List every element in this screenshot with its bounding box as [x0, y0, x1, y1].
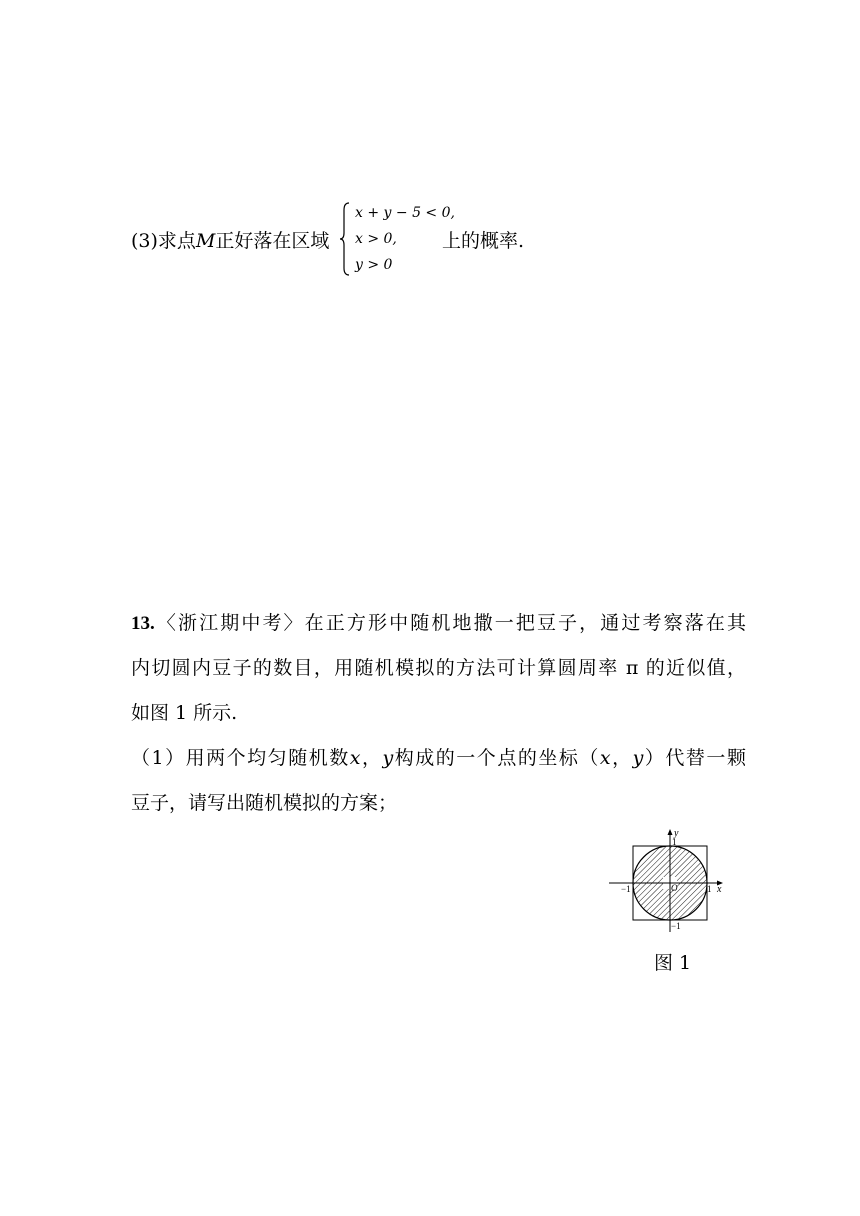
question-13: [131, 601, 746, 826]
question-13-line-1: [131, 601, 746, 646]
question-13-part-1-line: [131, 736, 746, 781]
inequality-3: y > 0: [355, 257, 393, 273]
tick-label-x-positive: 1: [707, 884, 712, 894]
tick-label-x-negative: −1: [621, 884, 631, 894]
variable-m: M: [195, 230, 216, 252]
question-13-text-1: 〈浙江期中考〉在正方形中随机地撒一把豆子，通过考察落在其: [154, 612, 746, 634]
comma: ，: [610, 747, 633, 769]
question-3-tail: 上的概率.: [442, 230, 525, 252]
tick-label-y-positive: 1: [672, 837, 677, 847]
question-13-line-5: 豆子，请写出随机模拟的方案；: [131, 792, 398, 814]
origin-label: O: [671, 883, 678, 893]
y-axis-arrow-icon: [668, 829, 673, 835]
question-number: 13.: [131, 613, 155, 634]
question-3-prefix: (3)求点: [131, 230, 196, 252]
tick-label-y-negative: −1: [671, 921, 681, 931]
question-13-line-3: 如图 1 所示.: [131, 702, 238, 724]
variable-y: y: [382, 747, 394, 769]
question-3-lead: [131, 226, 329, 253]
comma: ，: [360, 747, 383, 769]
inequality-1: x + y − 5 < 0,: [355, 205, 455, 221]
figure-1: [607, 826, 735, 936]
question-13-line-2: 内切圆内豆子的数目，用随机模拟的方法可计算圆周率 π 的近似值，: [131, 657, 746, 679]
inequality-system: [355, 200, 455, 278]
part-1-text-c: ）代替一颗: [643, 747, 746, 769]
axis-y-label: y: [674, 828, 679, 839]
system-brace: [339, 200, 351, 278]
question-3-suffix: 正好落在区域: [215, 230, 330, 252]
part-1-text-a: （1）用两个均匀随机数: [131, 747, 350, 769]
variable-y: y: [632, 747, 644, 769]
axis-x-label: x: [717, 884, 722, 895]
part-1-text-b: 构成的一个点的坐标（: [393, 747, 600, 769]
inequality-2: x > 0,: [355, 231, 397, 247]
variable-x: x: [599, 747, 611, 769]
figure-caption: 图 1: [654, 952, 692, 974]
variable-x: x: [349, 747, 361, 769]
